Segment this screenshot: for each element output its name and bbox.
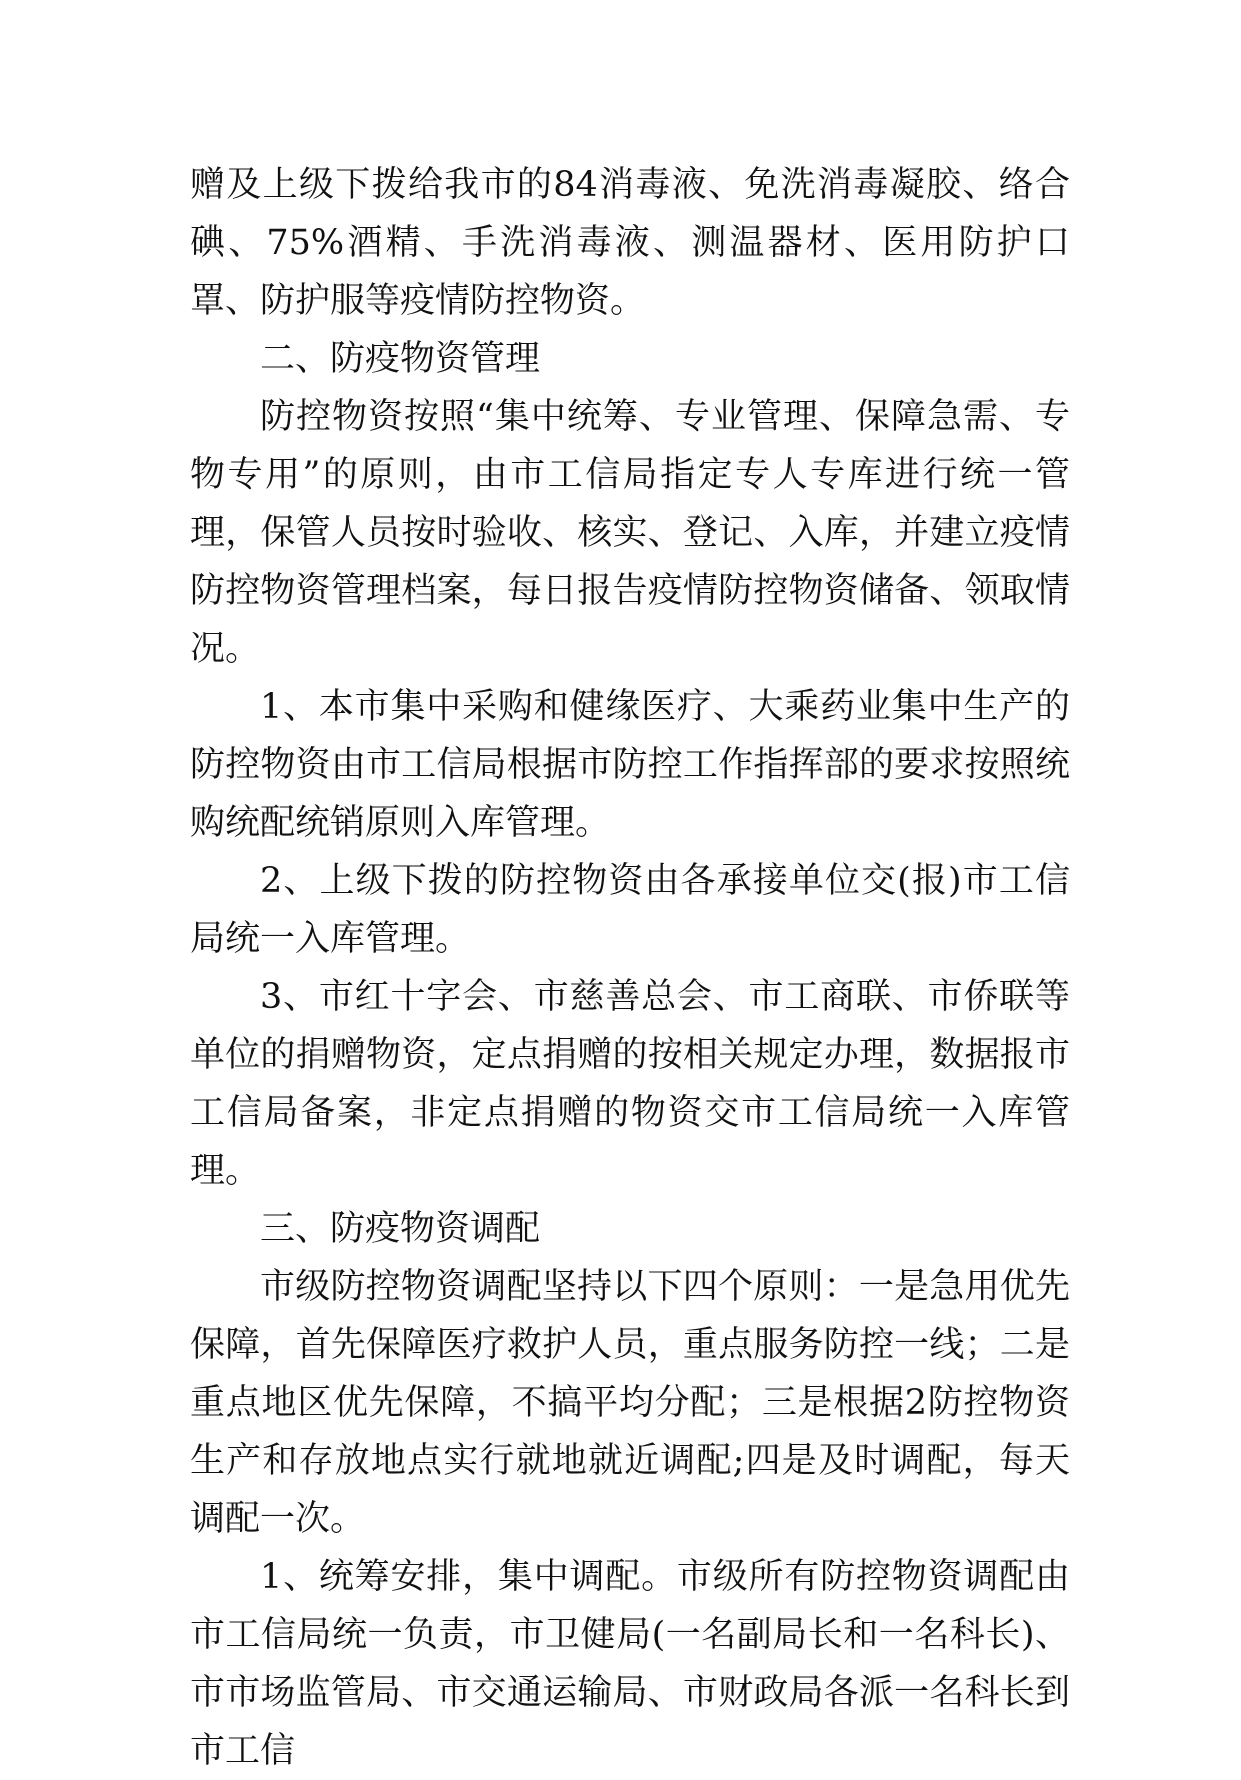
section-heading-management: 二、防疫物资管理 xyxy=(260,339,541,379)
document-page xyxy=(190,156,1070,1780)
paragraph-continuation: 赠及上级下拨给我市的84消毒液、免洗消毒凝胶、络合碘、75%酒精、手洗消毒液、测温器材、医用防护口罩、防护服等疫情防控物资。 xyxy=(190,165,1070,321)
paragraph-item-3: 3、市红十字会、市慈善总会、市工商联、市侨联等单位的捐赠物资，定点捐赠的按相关规定办理，数据报市工信局备案，非定点捐赠的物资交市工信局统一入库管理。 xyxy=(190,977,1070,1191)
paragraph-allocation-item-1: 1、统筹安排，集中调配。市级所有防控物资调配由市工信局统一负责，市卫健局(一名副局长和一名科长)、市市场监管局、市交通运输局、市财政局各派一名科长到市工信 xyxy=(190,1557,1070,1771)
section-heading-allocation: 三、防疫物资调配 xyxy=(260,1209,541,1249)
paragraph-allocation-principles: 市级防控物资调配坚持以下四个原则：一是急用优先保障，首先保障医疗救护人员，重点服务防控一线；二是重点地区优先保障，不搞平均分配；三是根据2防控物资生产和存放地点实行就地就近调配;四是及时调配，每天调配一次。 xyxy=(190,1267,1070,1539)
paragraph-management-principle: 防控物资按照“集中统筹、专业管理、保障急需、专物专用”的原则，由市工信局指定专人专库进行统一管理，保管人员按时验收、核实、登记、入库，并建立疫情防控物资管理档案，每日报告疫情防控物资储备、领取情况。 xyxy=(190,397,1070,669)
paragraph-item-2: 2、上级下拨的防控物资由各承接单位交(报)市工信局统一入库管理。 xyxy=(190,861,1070,959)
paragraph-item-1: 1、本市集中采购和健缘医疗、大乘药业集中生产的防控物资由市工信局根据市防控工作指挥部的要求按照统购统配统销原则入库管理。 xyxy=(190,687,1070,843)
